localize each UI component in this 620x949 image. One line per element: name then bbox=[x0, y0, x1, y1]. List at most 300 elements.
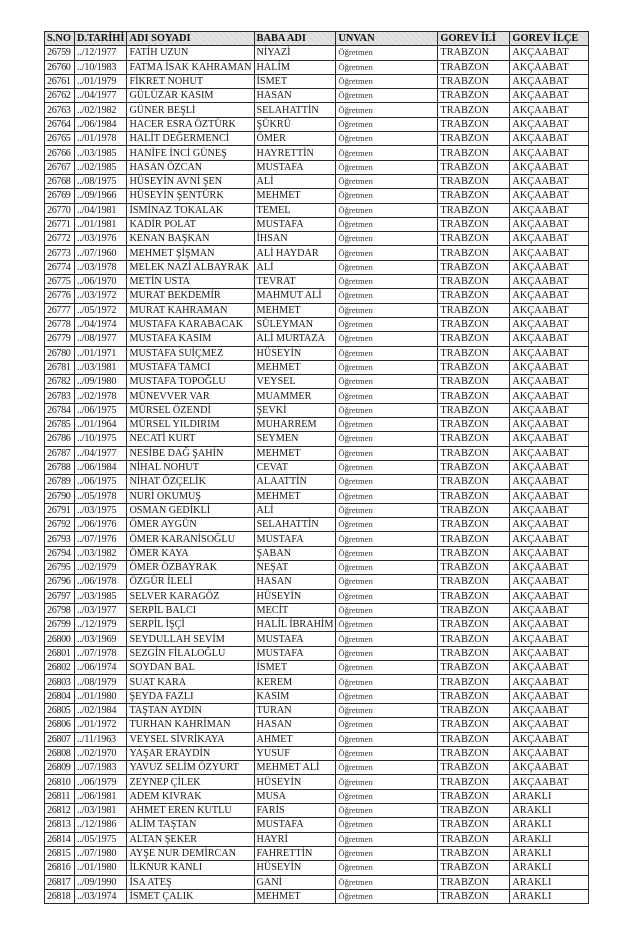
cell-father-name: HASAN bbox=[254, 89, 336, 103]
cell-title: Öğretmen bbox=[336, 775, 438, 789]
cell-district: AKÇAABAT bbox=[510, 346, 589, 360]
cell-full-name: ŞEYDA FAZLI bbox=[127, 689, 254, 703]
cell-full-name: MUSTAFA KASIM bbox=[127, 332, 254, 346]
cell-sno: 26775 bbox=[45, 275, 75, 289]
cell-birth-date: ../03/1976 bbox=[75, 232, 127, 246]
cell-sno: 26784 bbox=[45, 403, 75, 417]
cell-province: TRABZON bbox=[438, 203, 510, 217]
cell-district: AKÇAABAT bbox=[510, 632, 589, 646]
cell-province: TRABZON bbox=[438, 518, 510, 532]
cell-title: Öğretmen bbox=[336, 460, 438, 474]
cell-province: TRABZON bbox=[438, 346, 510, 360]
cell-full-name: KENAN BAŞKAN bbox=[127, 232, 254, 246]
table-row bbox=[45, 832, 589, 846]
cell-full-name: MÜRSEL YILDIRIM bbox=[127, 418, 254, 432]
cell-province: TRABZON bbox=[438, 703, 510, 717]
table-row bbox=[45, 132, 589, 146]
cell-title: Öğretmen bbox=[336, 546, 438, 560]
cell-father-name: ÖMER bbox=[254, 132, 336, 146]
table-row bbox=[45, 732, 589, 746]
cell-district: ARAKLI bbox=[510, 846, 589, 860]
header-full-name: ADI SOYADI bbox=[127, 32, 254, 46]
cell-title: Öğretmen bbox=[336, 317, 438, 331]
cell-sno: 26797 bbox=[45, 589, 75, 603]
cell-birth-date: ../02/1979 bbox=[75, 560, 127, 574]
cell-birth-date: ../03/1985 bbox=[75, 146, 127, 160]
cell-province: TRABZON bbox=[438, 846, 510, 860]
cell-full-name: TURHAN KAHRİMAN bbox=[127, 718, 254, 732]
table-row bbox=[45, 703, 589, 717]
cell-birth-date: ../03/1969 bbox=[75, 632, 127, 646]
table-row bbox=[45, 689, 589, 703]
cell-sno: 26806 bbox=[45, 718, 75, 732]
cell-sno: 26791 bbox=[45, 503, 75, 517]
cell-district: AKÇAABAT bbox=[510, 189, 589, 203]
table-row bbox=[45, 232, 589, 246]
cell-sno: 26768 bbox=[45, 174, 75, 188]
header-sno: S.NO bbox=[45, 32, 75, 46]
cell-province: TRABZON bbox=[438, 718, 510, 732]
cell-sno: 26773 bbox=[45, 246, 75, 260]
cell-province: TRABZON bbox=[438, 489, 510, 503]
cell-province: TRABZON bbox=[438, 818, 510, 832]
table-row bbox=[45, 861, 589, 875]
cell-birth-date: ../09/1980 bbox=[75, 375, 127, 389]
cell-sno: 26787 bbox=[45, 446, 75, 460]
cell-full-name: ALİM TAŞTAN bbox=[127, 818, 254, 832]
cell-district: AKÇAABAT bbox=[510, 160, 589, 174]
cell-birth-date: ../06/1979 bbox=[75, 775, 127, 789]
cell-district: AKÇAABAT bbox=[510, 260, 589, 274]
cell-province: TRABZON bbox=[438, 661, 510, 675]
cell-district: AKÇAABAT bbox=[510, 689, 589, 703]
cell-province: TRABZON bbox=[438, 832, 510, 846]
cell-father-name: SELAHATTİN bbox=[254, 103, 336, 117]
cell-district: AKÇAABAT bbox=[510, 603, 589, 617]
table-row bbox=[45, 618, 589, 632]
table-row bbox=[45, 589, 589, 603]
cell-full-name: FATMA İSAK KAHRAMAN bbox=[127, 60, 254, 74]
cell-title: Öğretmen bbox=[336, 46, 438, 60]
cell-full-name: ÖMER AYGÜN bbox=[127, 518, 254, 532]
cell-province: TRABZON bbox=[438, 103, 510, 117]
cell-father-name: HÜSEYİN bbox=[254, 589, 336, 603]
cell-district: AKÇAABAT bbox=[510, 317, 589, 331]
table-row bbox=[45, 632, 589, 646]
cell-title: Öğretmen bbox=[336, 74, 438, 88]
cell-district: AKÇAABAT bbox=[510, 246, 589, 260]
cell-sno: 26792 bbox=[45, 518, 75, 532]
header-district: GOREV İLÇE bbox=[510, 32, 589, 46]
cell-sno: 26783 bbox=[45, 389, 75, 403]
cell-full-name: MURAT KAHRAMAN bbox=[127, 303, 254, 317]
cell-sno: 26782 bbox=[45, 375, 75, 389]
cell-title: Öğretmen bbox=[336, 532, 438, 546]
cell-district: AKÇAABAT bbox=[510, 103, 589, 117]
cell-full-name: ÖMER KARANİSOĞLU bbox=[127, 532, 254, 546]
cell-district: ARAKLI bbox=[510, 818, 589, 832]
cell-district: AKÇAABAT bbox=[510, 389, 589, 403]
cell-father-name: HAYRİ bbox=[254, 832, 336, 846]
cell-province: TRABZON bbox=[438, 332, 510, 346]
cell-district: AKÇAABAT bbox=[510, 475, 589, 489]
cell-full-name: MEHMET ŞİŞMAN bbox=[127, 246, 254, 260]
cell-father-name: HASAN bbox=[254, 575, 336, 589]
table-row bbox=[45, 289, 589, 303]
cell-sno: 26811 bbox=[45, 789, 75, 803]
cell-full-name: NİHAT ÖZÇELİK bbox=[127, 475, 254, 489]
cell-full-name: HÜSEYİN AVNİ ŞEN bbox=[127, 174, 254, 188]
cell-title: Öğretmen bbox=[336, 132, 438, 146]
cell-sno: 26770 bbox=[45, 203, 75, 217]
cell-sno: 26764 bbox=[45, 117, 75, 131]
cell-full-name: HACER ESRA ÖZTÜRK bbox=[127, 117, 254, 131]
cell-birth-date: ../09/1990 bbox=[75, 875, 127, 889]
cell-province: TRABZON bbox=[438, 646, 510, 660]
cell-father-name: MEHMET bbox=[254, 303, 336, 317]
cell-sno: 26761 bbox=[45, 74, 75, 88]
table-row bbox=[45, 174, 589, 188]
cell-district: AKÇAABAT bbox=[510, 174, 589, 188]
cell-father-name: MUSTAFA bbox=[254, 217, 336, 231]
cell-father-name: HÜSEYİN bbox=[254, 861, 336, 875]
cell-birth-date: ../06/1981 bbox=[75, 789, 127, 803]
cell-father-name: MEHMET bbox=[254, 360, 336, 374]
cell-province: TRABZON bbox=[438, 46, 510, 60]
cell-father-name: MUSTAFA bbox=[254, 632, 336, 646]
table-row bbox=[45, 532, 589, 546]
cell-sno: 26804 bbox=[45, 689, 75, 703]
cell-title: Öğretmen bbox=[336, 346, 438, 360]
cell-title: Öğretmen bbox=[336, 689, 438, 703]
cell-title: Öğretmen bbox=[336, 818, 438, 832]
cell-province: TRABZON bbox=[438, 861, 510, 875]
table-row bbox=[45, 603, 589, 617]
cell-father-name: MEHMET bbox=[254, 189, 336, 203]
cell-full-name: İSMİNAZ TOKALAK bbox=[127, 203, 254, 217]
cell-sno: 26807 bbox=[45, 732, 75, 746]
header-title: UNVAN bbox=[336, 32, 438, 46]
cell-father-name: ALİ bbox=[254, 503, 336, 517]
cell-province: TRABZON bbox=[438, 174, 510, 188]
cell-province: TRABZON bbox=[438, 675, 510, 689]
cell-full-name: VEYSEL SİVRİKAYA bbox=[127, 732, 254, 746]
cell-full-name: HASAN ÖZCAN bbox=[127, 160, 254, 174]
cell-title: Öğretmen bbox=[336, 732, 438, 746]
cell-sno: 26788 bbox=[45, 460, 75, 474]
cell-title: Öğretmen bbox=[336, 889, 438, 903]
cell-sno: 26762 bbox=[45, 89, 75, 103]
cell-full-name: ÖZGÜR İLELİ bbox=[127, 575, 254, 589]
cell-birth-date: ../06/1976 bbox=[75, 518, 127, 532]
cell-province: TRABZON bbox=[438, 689, 510, 703]
cell-father-name: MECİT bbox=[254, 603, 336, 617]
cell-province: TRABZON bbox=[438, 789, 510, 803]
cell-sno: 26759 bbox=[45, 46, 75, 60]
cell-father-name: TURAN bbox=[254, 703, 336, 717]
cell-title: Öğretmen bbox=[336, 475, 438, 489]
cell-full-name: GÜLÜZAR KASIM bbox=[127, 89, 254, 103]
cell-district: AKÇAABAT bbox=[510, 446, 589, 460]
cell-full-name: NURİ OKUMUŞ bbox=[127, 489, 254, 503]
cell-birth-date: ../06/1978 bbox=[75, 575, 127, 589]
table-row bbox=[45, 446, 589, 460]
cell-sno: 26802 bbox=[45, 661, 75, 675]
cell-province: TRABZON bbox=[438, 289, 510, 303]
cell-birth-date: ../11/1963 bbox=[75, 732, 127, 746]
cell-birth-date: ../04/1981 bbox=[75, 203, 127, 217]
cell-district: AKÇAABAT bbox=[510, 360, 589, 374]
cell-full-name: TAŞTAN AYDIN bbox=[127, 703, 254, 717]
cell-district: AKÇAABAT bbox=[510, 532, 589, 546]
cell-full-name: MELEK NAZİ ALBAYRAK bbox=[127, 260, 254, 274]
cell-father-name: GANİ bbox=[254, 875, 336, 889]
cell-birth-date: ../04/1977 bbox=[75, 89, 127, 103]
cell-birth-date: ../10/1975 bbox=[75, 432, 127, 446]
cell-birth-date: ../01/1972 bbox=[75, 718, 127, 732]
cell-father-name: ŞABAN bbox=[254, 546, 336, 560]
cell-birth-date: ../03/1977 bbox=[75, 603, 127, 617]
table-row bbox=[45, 317, 589, 331]
personnel-table bbox=[44, 31, 589, 904]
cell-sno: 26813 bbox=[45, 818, 75, 832]
cell-birth-date: ../06/1984 bbox=[75, 460, 127, 474]
cell-title: Öğretmen bbox=[336, 575, 438, 589]
table-row bbox=[45, 60, 589, 74]
cell-title: Öğretmen bbox=[336, 418, 438, 432]
cell-title: Öğretmen bbox=[336, 403, 438, 417]
cell-district: AKÇAABAT bbox=[510, 375, 589, 389]
cell-sno: 26789 bbox=[45, 475, 75, 489]
cell-district: AKÇAABAT bbox=[510, 718, 589, 732]
cell-district: AKÇAABAT bbox=[510, 432, 589, 446]
cell-sno: 26799 bbox=[45, 618, 75, 632]
cell-father-name: HÜSEYİN bbox=[254, 346, 336, 360]
cell-father-name: TEMEL bbox=[254, 203, 336, 217]
cell-sno: 26805 bbox=[45, 703, 75, 717]
table-row bbox=[45, 403, 589, 417]
cell-birth-date: ../06/1974 bbox=[75, 661, 127, 675]
cell-title: Öğretmen bbox=[336, 60, 438, 74]
cell-province: TRABZON bbox=[438, 232, 510, 246]
cell-full-name: MUSTAFA TOPOĞLU bbox=[127, 375, 254, 389]
cell-province: TRABZON bbox=[438, 618, 510, 632]
cell-father-name: SÜLEYMAN bbox=[254, 317, 336, 331]
cell-father-name: MUSTAFA bbox=[254, 532, 336, 546]
cell-province: TRABZON bbox=[438, 60, 510, 74]
cell-district: AKÇAABAT bbox=[510, 232, 589, 246]
table-row bbox=[45, 718, 589, 732]
cell-father-name: ALİ MURTAZA bbox=[254, 332, 336, 346]
cell-district: AKÇAABAT bbox=[510, 761, 589, 775]
cell-title: Öğretmen bbox=[336, 675, 438, 689]
cell-birth-date: ../01/1980 bbox=[75, 861, 127, 875]
cell-district: AKÇAABAT bbox=[510, 217, 589, 231]
cell-title: Öğretmen bbox=[336, 560, 438, 574]
cell-father-name: HASAN bbox=[254, 718, 336, 732]
cell-province: TRABZON bbox=[438, 375, 510, 389]
table-row bbox=[45, 275, 589, 289]
cell-district: AKÇAABAT bbox=[510, 74, 589, 88]
cell-province: TRABZON bbox=[438, 475, 510, 489]
table-row bbox=[45, 203, 589, 217]
table-row bbox=[45, 875, 589, 889]
cell-father-name: FAHRETTİN bbox=[254, 846, 336, 860]
cell-birth-date: ../08/1979 bbox=[75, 675, 127, 689]
cell-title: Öğretmen bbox=[336, 260, 438, 274]
cell-sno: 26814 bbox=[45, 832, 75, 846]
cell-district: AKÇAABAT bbox=[510, 775, 589, 789]
cell-father-name: ŞEVKİ bbox=[254, 403, 336, 417]
cell-province: TRABZON bbox=[438, 360, 510, 374]
cell-full-name: FİKRET NOHUT bbox=[127, 74, 254, 88]
cell-province: TRABZON bbox=[438, 160, 510, 174]
cell-full-name: SEZGİN FİLALOĞLU bbox=[127, 646, 254, 660]
cell-full-name: MÜRSEL ÖZENDİ bbox=[127, 403, 254, 417]
cell-title: Öğretmen bbox=[336, 746, 438, 760]
cell-district: AKÇAABAT bbox=[510, 489, 589, 503]
header-birth-date: D.TARİHİ bbox=[75, 32, 127, 46]
cell-province: TRABZON bbox=[438, 746, 510, 760]
cell-province: TRABZON bbox=[438, 189, 510, 203]
cell-sno: 26786 bbox=[45, 432, 75, 446]
table-row bbox=[45, 418, 589, 432]
cell-province: TRABZON bbox=[438, 275, 510, 289]
cell-birth-date: ../12/1986 bbox=[75, 818, 127, 832]
cell-sno: 26781 bbox=[45, 360, 75, 374]
cell-title: Öğretmen bbox=[336, 232, 438, 246]
cell-full-name: ALTAN ŞEKER bbox=[127, 832, 254, 846]
cell-province: TRABZON bbox=[438, 632, 510, 646]
cell-birth-date: ../05/1972 bbox=[75, 303, 127, 317]
table-row bbox=[45, 503, 589, 517]
cell-title: Öğretmen bbox=[336, 875, 438, 889]
cell-title: Öğretmen bbox=[336, 289, 438, 303]
cell-father-name: MUHARREM bbox=[254, 418, 336, 432]
cell-district: AKÇAABAT bbox=[510, 60, 589, 74]
cell-full-name: MÜNEVVER VAR bbox=[127, 389, 254, 403]
cell-sno: 26817 bbox=[45, 875, 75, 889]
cell-province: TRABZON bbox=[438, 89, 510, 103]
table-row bbox=[45, 661, 589, 675]
cell-father-name: CEVAT bbox=[254, 460, 336, 474]
table-body bbox=[45, 46, 589, 904]
table-row bbox=[45, 489, 589, 503]
cell-sno: 26800 bbox=[45, 632, 75, 646]
cell-father-name: ALİ bbox=[254, 174, 336, 188]
cell-sno: 26815 bbox=[45, 846, 75, 860]
table-row bbox=[45, 389, 589, 403]
cell-full-name: İLKNUR KANLI bbox=[127, 861, 254, 875]
cell-full-name: MUSTAFA KARABACAK bbox=[127, 317, 254, 331]
table-row bbox=[45, 46, 589, 60]
table-row bbox=[45, 818, 589, 832]
cell-birth-date: ../03/1972 bbox=[75, 289, 127, 303]
cell-province: TRABZON bbox=[438, 432, 510, 446]
cell-sno: 26772 bbox=[45, 232, 75, 246]
cell-full-name: HALİT DEĞERMENCİ bbox=[127, 132, 254, 146]
cell-title: Öğretmen bbox=[336, 718, 438, 732]
cell-sno: 26778 bbox=[45, 317, 75, 331]
cell-full-name: AHMET EREN KUTLU bbox=[127, 804, 254, 818]
cell-sno: 26808 bbox=[45, 746, 75, 760]
cell-birth-date: ../03/1974 bbox=[75, 889, 127, 903]
cell-full-name: NİHAL NOHUT bbox=[127, 460, 254, 474]
cell-sno: 26809 bbox=[45, 761, 75, 775]
cell-full-name: HÜSEYİN ŞENTÜRK bbox=[127, 189, 254, 203]
cell-province: TRABZON bbox=[438, 575, 510, 589]
cell-father-name: İSMET bbox=[254, 74, 336, 88]
cell-full-name: İSMET ÇALIK bbox=[127, 889, 254, 903]
cell-title: Öğretmen bbox=[336, 589, 438, 603]
cell-title: Öğretmen bbox=[336, 618, 438, 632]
cell-full-name: AYŞE NUR DEMİRCAN bbox=[127, 846, 254, 860]
cell-full-name: SERPİL BALCI bbox=[127, 603, 254, 617]
cell-title: Öğretmen bbox=[336, 189, 438, 203]
cell-birth-date: ../03/1981 bbox=[75, 804, 127, 818]
table-row bbox=[45, 74, 589, 88]
cell-title: Öğretmen bbox=[336, 203, 438, 217]
table-row bbox=[45, 375, 589, 389]
cell-province: TRABZON bbox=[438, 560, 510, 574]
cell-full-name: YAŞAR ERAYDİN bbox=[127, 746, 254, 760]
cell-sno: 26798 bbox=[45, 603, 75, 617]
cell-province: TRABZON bbox=[438, 317, 510, 331]
cell-province: TRABZON bbox=[438, 446, 510, 460]
cell-title: Öğretmen bbox=[336, 432, 438, 446]
cell-full-name: HANİFE İNCİ GÜNEŞ bbox=[127, 146, 254, 160]
cell-title: Öğretmen bbox=[336, 103, 438, 117]
cell-district: AKÇAABAT bbox=[510, 275, 589, 289]
cell-birth-date: ../03/1981 bbox=[75, 360, 127, 374]
cell-father-name: HÜSEYİN bbox=[254, 775, 336, 789]
cell-sno: 26812 bbox=[45, 804, 75, 818]
cell-title: Öğretmen bbox=[336, 518, 438, 532]
cell-district: AKÇAABAT bbox=[510, 589, 589, 603]
cell-title: Öğretmen bbox=[336, 117, 438, 131]
cell-district: ARAKLI bbox=[510, 789, 589, 803]
cell-district: AKÇAABAT bbox=[510, 518, 589, 532]
cell-father-name: HALİL İBRAHİM bbox=[254, 618, 336, 632]
cell-province: TRABZON bbox=[438, 217, 510, 231]
cell-title: Öğretmen bbox=[336, 632, 438, 646]
table-row bbox=[45, 846, 589, 860]
cell-sno: 26760 bbox=[45, 60, 75, 74]
cell-province: TRABZON bbox=[438, 418, 510, 432]
cell-title: Öğretmen bbox=[336, 646, 438, 660]
cell-birth-date: ../02/1982 bbox=[75, 103, 127, 117]
cell-district: AKÇAABAT bbox=[510, 675, 589, 689]
cell-title: Öğretmen bbox=[336, 174, 438, 188]
cell-district: AKÇAABAT bbox=[510, 132, 589, 146]
cell-title: Öğretmen bbox=[336, 789, 438, 803]
cell-full-name: ADEM KIVRAK bbox=[127, 789, 254, 803]
cell-district: AKÇAABAT bbox=[510, 146, 589, 160]
cell-sno: 26769 bbox=[45, 189, 75, 203]
cell-full-name: NECATİ KURT bbox=[127, 432, 254, 446]
cell-district: AKÇAABAT bbox=[510, 703, 589, 717]
cell-birth-date: ../06/1975 bbox=[75, 403, 127, 417]
cell-father-name: ALİ HAYDAR bbox=[254, 246, 336, 260]
cell-province: TRABZON bbox=[438, 460, 510, 474]
cell-birth-date: ../07/1976 bbox=[75, 532, 127, 546]
table-row bbox=[45, 303, 589, 317]
cell-sno: 26796 bbox=[45, 575, 75, 589]
cell-sno: 26785 bbox=[45, 418, 75, 432]
cell-title: Öğretmen bbox=[336, 503, 438, 517]
cell-full-name: SOYDAN BAL bbox=[127, 661, 254, 675]
cell-province: TRABZON bbox=[438, 74, 510, 88]
